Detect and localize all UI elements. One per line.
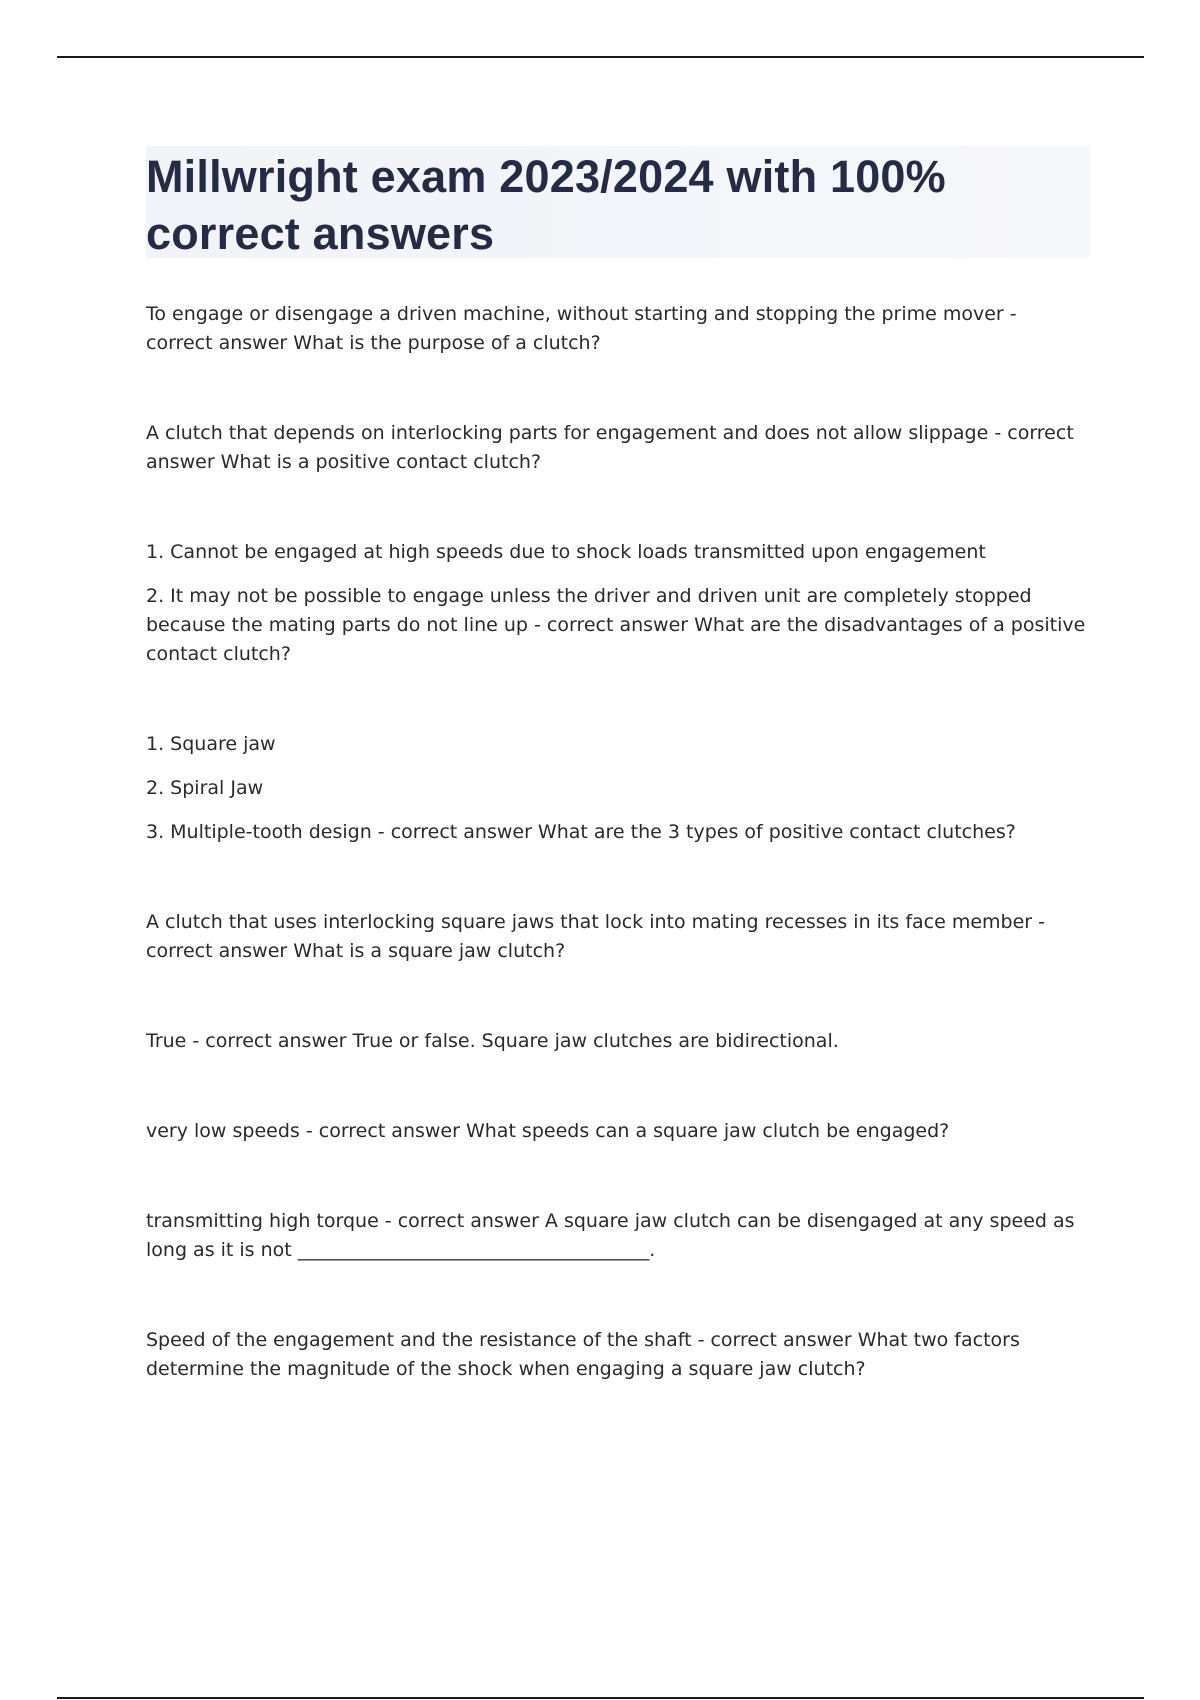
qa-paragraph: 2. It may not be possible to engage unless the driver and driven unit are completely stopped because the mating parts do not line up - correct answer What are the disadvantages of a positive contact clutch? (146, 585, 1086, 665)
qa-paragraph: True - correct answer True or false. Square jaw clutches are bidirectional. (146, 1030, 839, 1052)
paragraph-spacer (146, 847, 1086, 908)
paragraph-spacer (146, 1265, 1086, 1326)
qa-paragraph: A clutch that uses interlocking square jaws that lock into mating recesses in its face member - correct answer What is a square jaw clutch? (146, 911, 1046, 962)
paragraph-spacer (146, 803, 1086, 818)
footer-rule (57, 1697, 1144, 1699)
qa-paragraph: 2. Spiral Jaw (146, 777, 264, 799)
document-title: Millwright exam 2023/2024 with 100% correct answers (146, 151, 946, 259)
paragraph-spacer (146, 477, 1086, 538)
qa-paragraph: A clutch that depends on interlocking parts for engagement and does not allow slippage - correct answer What is a positive contact clutch? (146, 422, 1074, 473)
qa-paragraph: 1. Cannot be engaged at high speeds due to shock loads transmitted upon engagement (146, 541, 986, 563)
paragraph-spacer (146, 966, 1086, 1027)
qa-paragraph: To engage or disengage a driven machine, without starting and stopping the prime mover - correct answer What is the purpose of a clutch? (146, 303, 1017, 354)
qa-paragraph: very low speeds - correct answer What speeds can a square jaw clutch be engaged? (146, 1120, 950, 1142)
qa-paragraph: Speed of the engagement and the resistance of the shaft - correct answer What two factors determine the magnitude of the shock when engaging a square jaw clutch? (146, 1329, 1020, 1380)
document-body (146, 300, 1086, 1384)
paragraph-spacer (146, 1146, 1086, 1207)
paragraph-spacer (146, 1056, 1086, 1117)
paragraph-spacer (146, 567, 1086, 582)
paragraph-spacer (146, 669, 1086, 730)
qa-paragraph: transmitting high torque - correct answer A square jaw clutch can be disengaged at any speed as long as it is not _____________________________________. (146, 1210, 1075, 1261)
qa-paragraph: 3. Multiple-tooth design - correct answer What are the 3 types of positive contact clutches? (146, 821, 1016, 843)
paragraph-spacer (146, 358, 1086, 419)
paragraph-spacer (146, 759, 1086, 774)
qa-paragraph: 1. Square jaw (146, 733, 276, 755)
header-rule (57, 56, 1144, 58)
